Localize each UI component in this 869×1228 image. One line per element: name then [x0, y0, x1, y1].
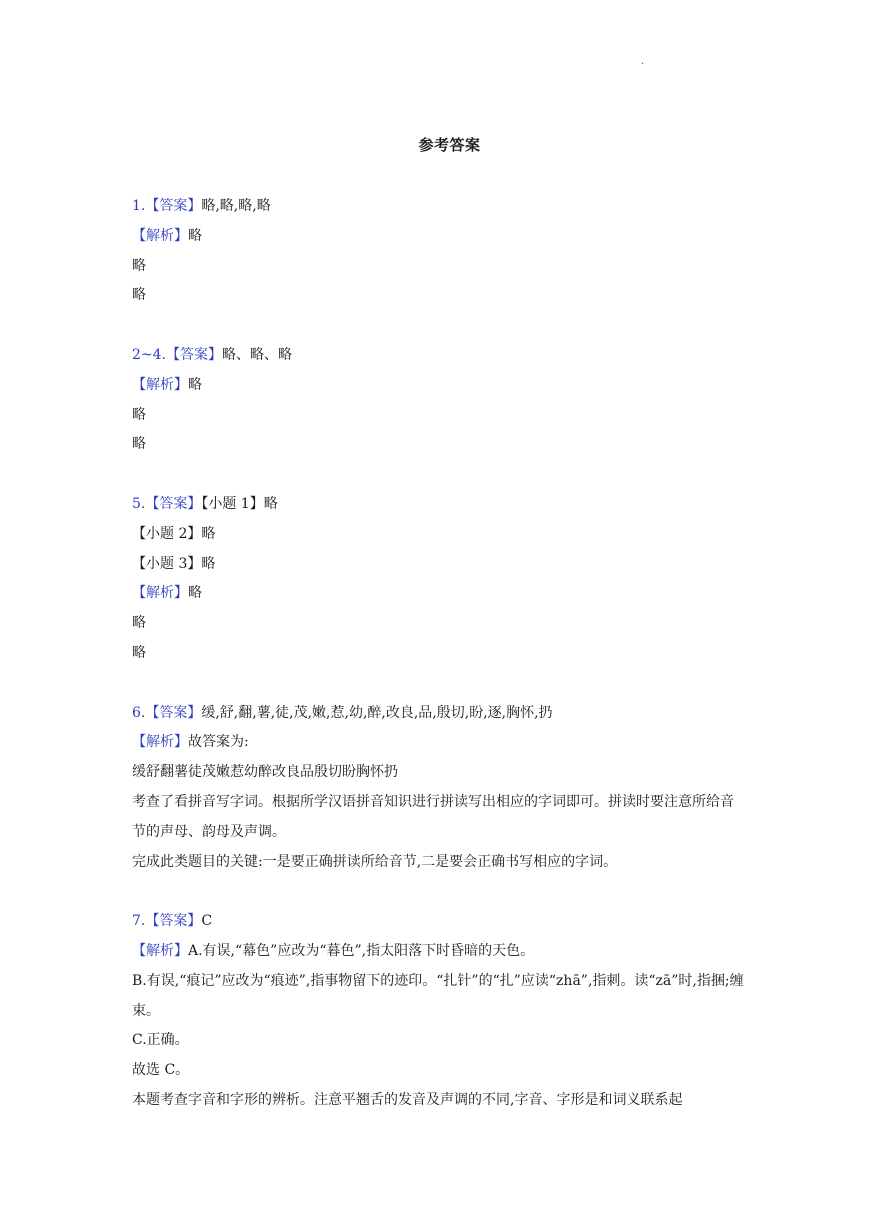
q1-analysis-line	[132, 222, 744, 252]
answer-label: 【答案】	[145, 198, 202, 214]
q6-answer-line	[132, 699, 744, 729]
question-number: 2~4.	[132, 346, 166, 363]
analysis-label: 【解析】	[132, 942, 188, 959]
q2-4-text-line: 略	[132, 436, 146, 453]
q7-text-line: C.正确。	[132, 1032, 189, 1049]
q5-answer-line	[132, 490, 744, 520]
q1-text-line: 略	[132, 257, 146, 274]
question-number: 6.	[132, 704, 146, 721]
q5-subquestion-line: 【小题 3】略	[132, 555, 216, 572]
question-number: 7.	[132, 913, 146, 930]
analysis-label: 【解析】	[132, 734, 188, 751]
analysis-text: 略	[188, 227, 202, 244]
q6-text-line: 缓舒翻薯徒茂嫩惹幼醉改良品殷切盼胸怀扔	[132, 764, 398, 781]
q5-text-line: 略	[132, 644, 146, 661]
page-title: 参考答案	[418, 136, 481, 154]
q7-answer-line	[132, 907, 744, 937]
answer-text: 【小题 1】略	[201, 495, 278, 512]
q7-text-line: 本题考查字音和字形的辨析。注意平翘舌的发音及声调的不同,字音、字形是和词义联系起	[132, 1091, 683, 1108]
q7-analysis-line	[132, 937, 744, 967]
answer-text: 缓,舒,翻,薯,徒,茂,嫩,惹,幼,醉,改良,品,殷切,盼,逐,胸怀,扔	[201, 704, 553, 721]
question-number: 1.	[132, 198, 146, 214]
answer-label: 【答案】	[166, 346, 222, 363]
analysis-text: 略	[188, 376, 202, 393]
q2-4-text-line: 略	[132, 406, 146, 423]
answer-text: 略、略、略	[222, 346, 292, 363]
header-dot: .	[641, 56, 645, 67]
analysis-label: 【解析】	[132, 585, 188, 602]
q6-text-line: 完成此类题目的关键:一是要正确拼读所给音节,二是要会正确书写相应的字词。	[132, 853, 618, 870]
q7-text-line: B.有误,“痕记”应改为“痕迹”,指事物留下的迹印。“扎针”的“扎”应读“zhā”,指刺。读“zā”时,指捆;缠束。	[132, 972, 744, 1019]
q1-text-line: 略	[132, 287, 146, 304]
answer-label: 【答案】	[145, 704, 202, 721]
analysis-text: 故答案为:	[188, 734, 249, 751]
analysis-label: 【解析】	[132, 376, 188, 393]
q1-answer-line	[132, 192, 744, 222]
answer-content	[132, 192, 744, 1116]
q6-text-line: 考查了看拼音写字词。根据所学汉语拼音知识进行拼读写出相应的字词即可。拼读时要注意所给音节的声母、韵母及声调。	[132, 793, 734, 840]
analysis-text: 略	[188, 585, 202, 602]
q5-analysis-line	[132, 579, 744, 609]
q2-4-answer-line	[132, 341, 744, 371]
analysis-text: A.有误,“幕色”应改为“暮色”,指太阳落下时昏暗的天色。	[188, 942, 535, 959]
q7-text-line: 故选 C。	[132, 1062, 190, 1079]
q5-subquestion-line: 【小题 2】略	[132, 525, 216, 542]
q2-4-analysis-line	[132, 371, 744, 401]
answer-label: 【答案】	[145, 495, 202, 512]
answer-text: C	[201, 913, 213, 930]
q5-text-line: 略	[132, 615, 146, 632]
question-number: 5.	[132, 495, 146, 512]
answer-text: 略,略,略,略	[201, 198, 271, 214]
answer-label: 【答案】	[145, 913, 202, 930]
analysis-label: 【解析】	[132, 227, 188, 244]
q6-analysis-line	[132, 728, 744, 758]
